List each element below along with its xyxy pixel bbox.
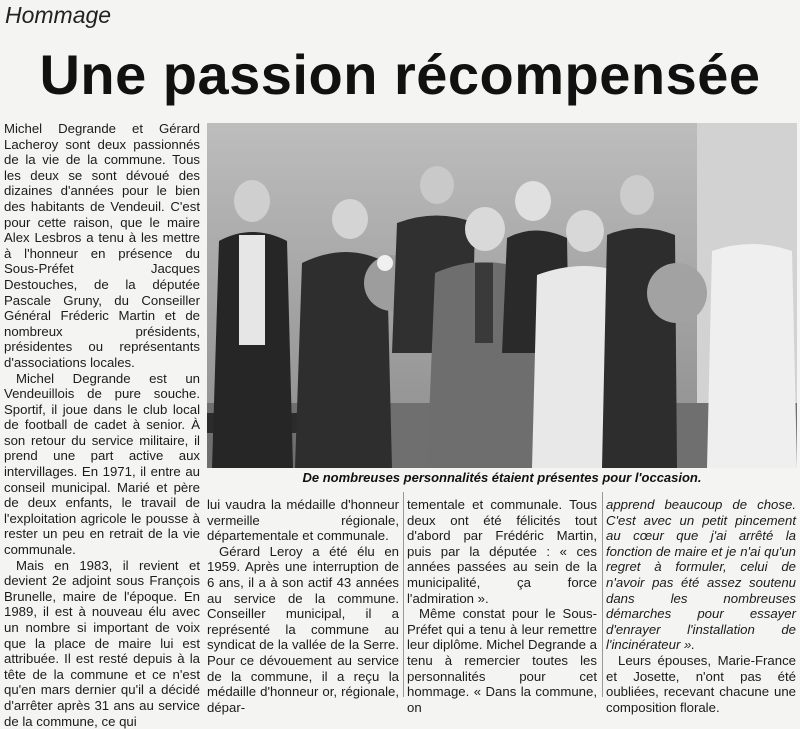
article-column-3	[407, 497, 597, 715]
paragraph: lui vaudra la médaille d'honneur vermeille régionale, départementale et communale.	[207, 497, 399, 544]
paragraph: Gérard Leroy a été élu en 1959. Après une interruption de 6 ans, il a à son actif 43 années au service de la commune. Conseiller municipal, il a représenté la commune au syndicat de la vallée de la Serre. Pour ce dévouement au service de la commune, il a reçu la médaille d'honneur or, régionale, dépar-	[207, 543, 399, 715]
paragraph: apprend beaucoup de chose. C'est avec un petit pincement au cœur que j'ai arrêté la fonction de maire et je n'ai qu'un regret à formuler, celui de n'avoir pas été assez soutenu dans les nombreuses démarches pour essayer d'enrayer l'installation de l'incinérateur ».	[606, 497, 796, 653]
paragraph: Michel Degrande et Gérard Lacheroy sont deux passionnés de la vie de la commune. Tous les deux se sont dévoué des dizaines d'années pour le bien des habitants de Vendeuil. C'est pour cette raison, que le maire Alex Lesbros a tenu à les mettre à l'honneur en présence du Sous-Préfet Jacques Destouches, de la députée Pascale Gruny, du Conseiller Général Fréderic Martin et de nombreux présidents, présidentes ou représentants d'associations locales.	[4, 121, 200, 370]
column-divider	[602, 492, 603, 697]
headline: Une passion récompensée	[39, 43, 761, 106]
article-column-1	[4, 121, 200, 729]
article-column-4	[606, 497, 796, 715]
group-photo	[207, 123, 797, 468]
column-divider	[403, 492, 404, 697]
paragraph: Michel Degrande est un Vendeuillois de pure souche. Sportif, il joue dans le club local de football de cadet à senior. À son retour du service militaire, il prend une part active aux intervillages. En 1971, il entre au conseil municipal. Marié et père de deux enfants, le travail de l'exploitation agricole le pousse à rester un peu en retrait de la vie communale.	[4, 370, 200, 558]
paragraph: Mais en 1983, il revient et devient 2e adjoint sous François Brunelle, maire de l'époque. En 1989, il est à nouveau élu avec un nombre si important de voix que la place de maire lui est attribuée. Il est resté depuis à la tête de la commune et ce n'est qu'en mars dernier qu'il a décidé d'arrêter après 31 ans au service de la commune, ce qui	[4, 557, 200, 729]
paragraph: Leurs épouses, Marie-France et Josette, n'ont pas été oubliées, recevant chacune une composition florale.	[606, 652, 796, 715]
photo-caption: De nombreuses personnalités étaient présentes pour l'occasion.	[302, 470, 702, 485]
article-column-2	[207, 497, 399, 715]
section-label: Hommage	[5, 2, 112, 28]
paragraph: Même constat pour le Sous-Préfet qui a tenu à leur remettre leur diplôme. Michel Degrande a tenu à remercier toutes les personnalités pour cet hommage. « Dans la commune, on	[407, 606, 597, 715]
paragraph: tementale et communale. Tous deux ont été félicités tout d'abord par Frédéric Martin, puis par la députée : « ces années passées au sein de la municipalité, ça force l'admiration ».	[407, 497, 597, 606]
group-photo-image	[207, 123, 797, 468]
